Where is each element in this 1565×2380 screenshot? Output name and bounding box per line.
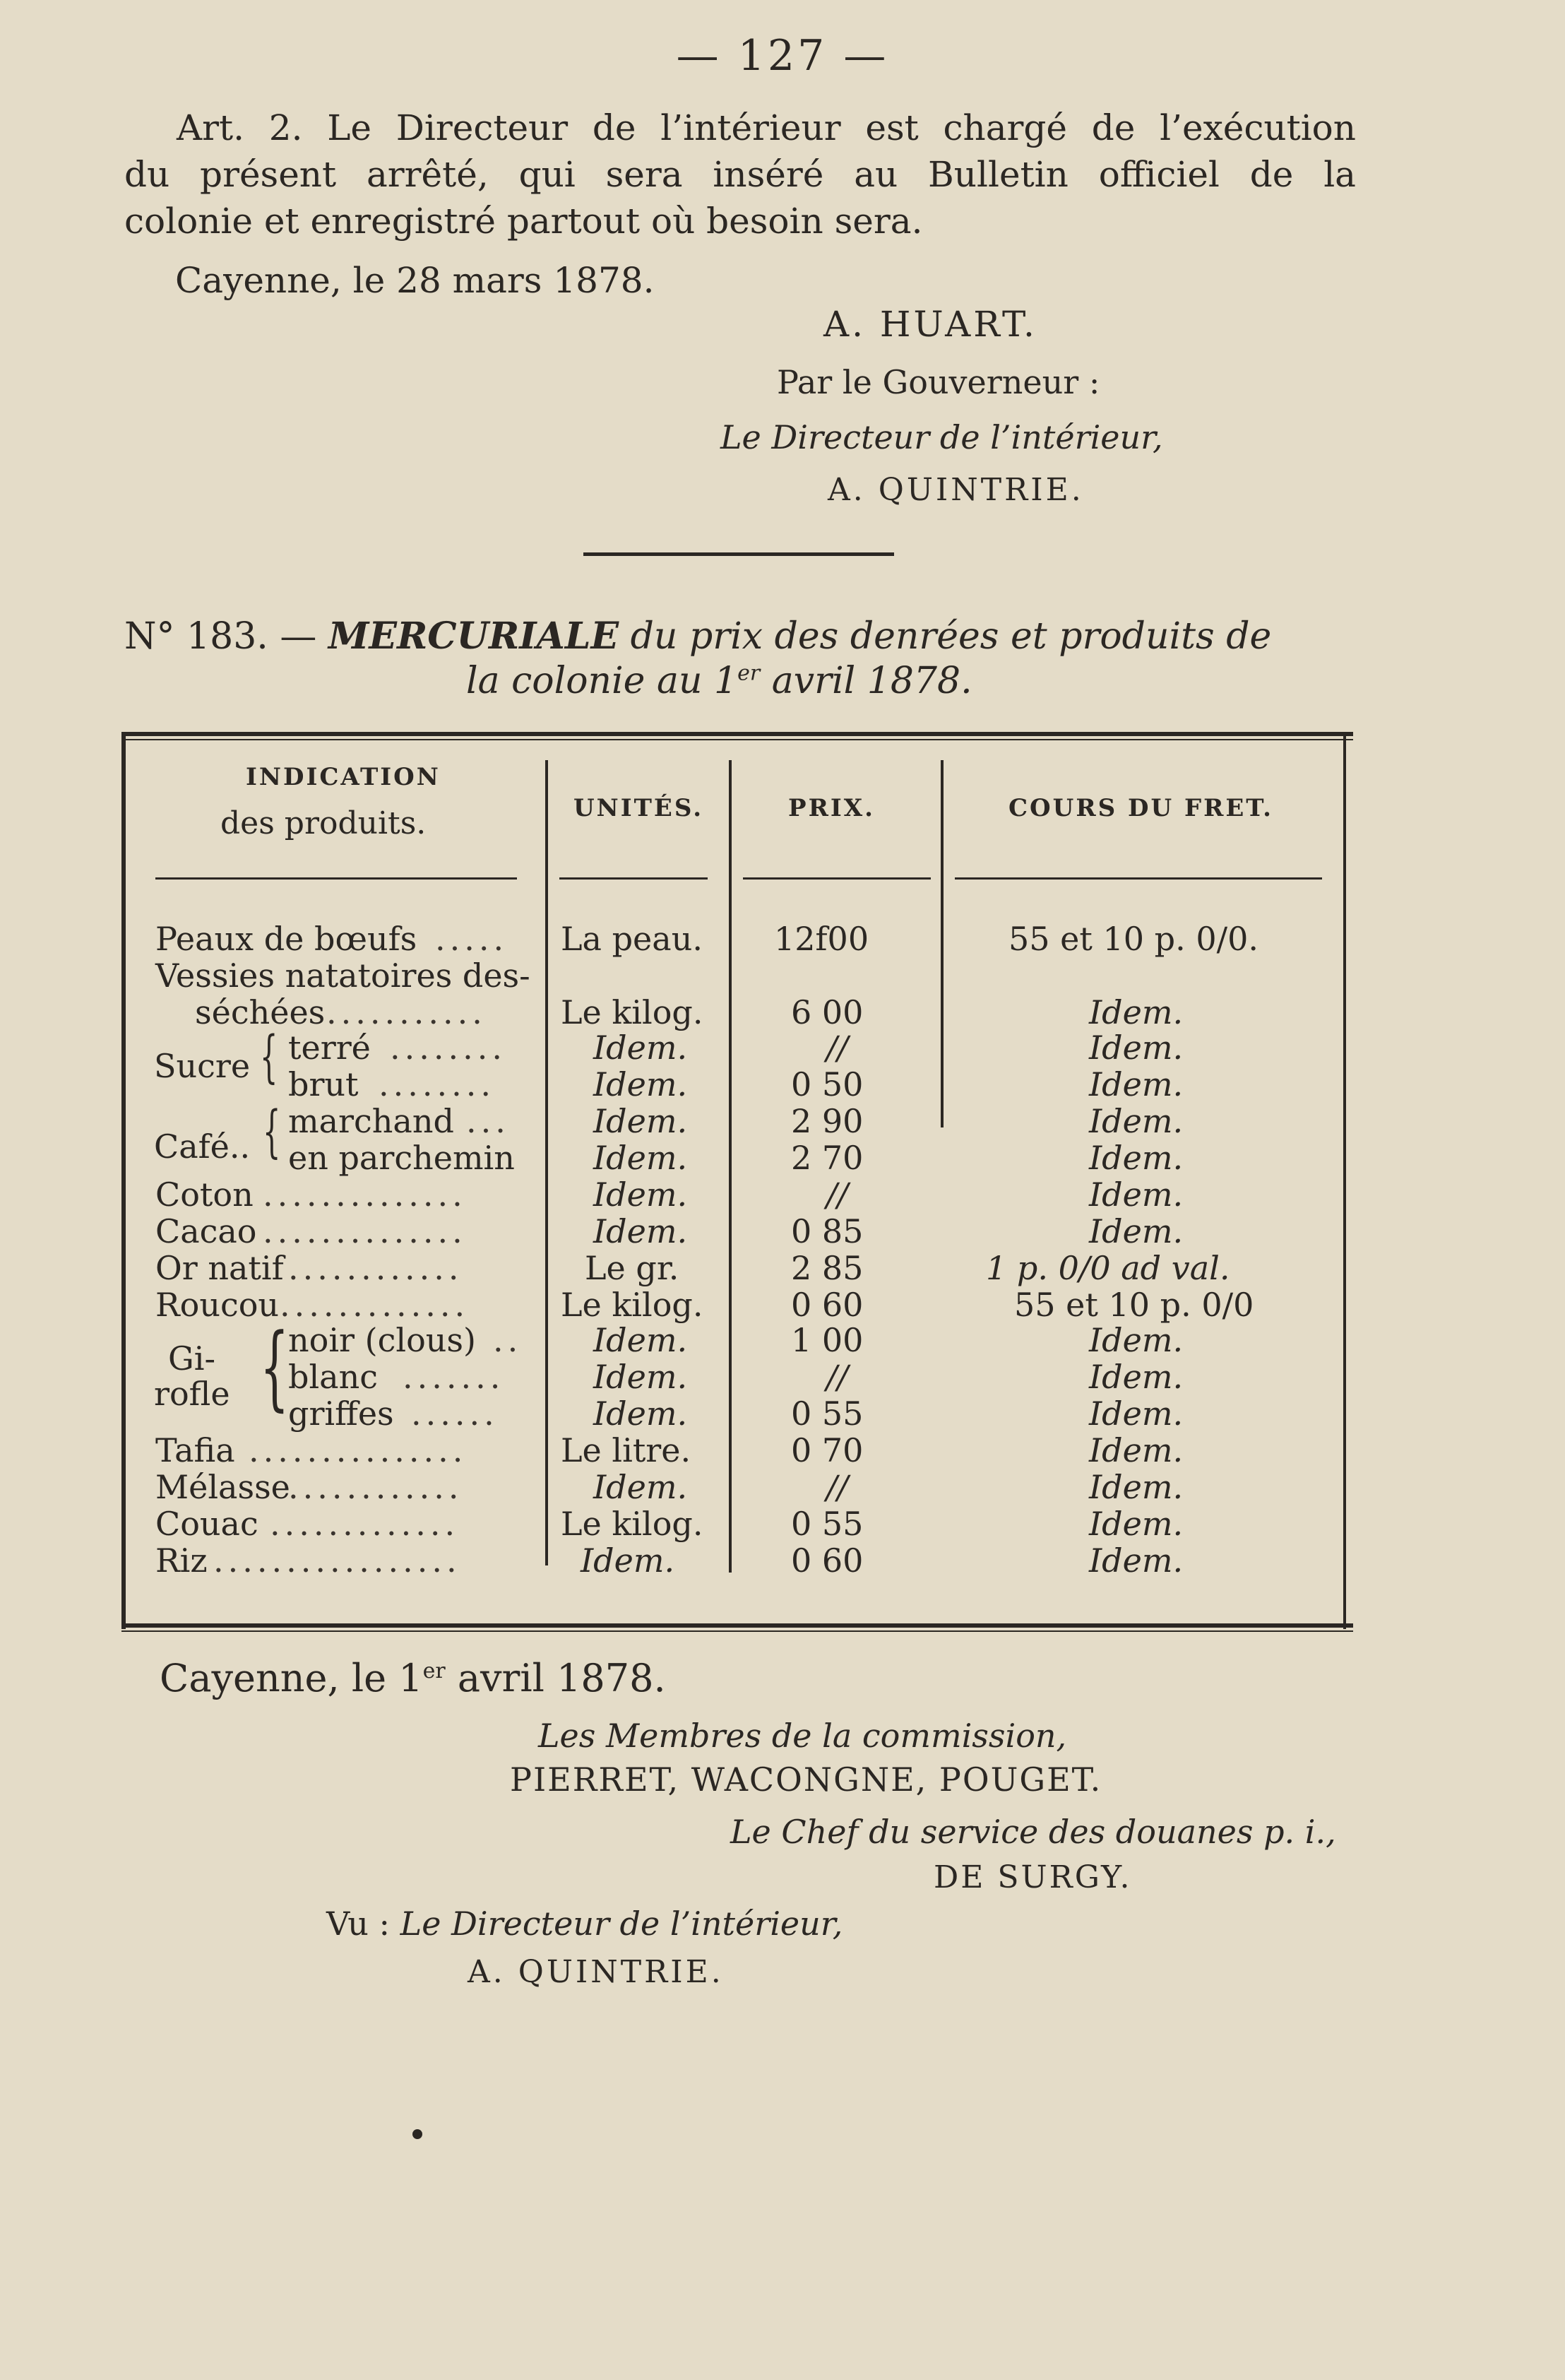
page-number: — 127 —	[676, 31, 889, 81]
place-date-2	[160, 1656, 666, 1700]
table-bottom-rule-thin	[121, 1630, 1353, 1632]
group-label-girofle-1: Gi-	[168, 1339, 216, 1378]
row-unit: Idem.	[593, 1358, 688, 1396]
dot-leader: ...........	[326, 993, 487, 1031]
brace-sucre: {	[260, 1024, 278, 1089]
row-freight: Idem.	[1089, 1358, 1184, 1396]
row-freight: Idem.	[1089, 1505, 1184, 1543]
row-product: Mélasse	[155, 1468, 290, 1506]
header-underline-1	[155, 877, 517, 880]
row-freight: Idem.	[1089, 993, 1184, 1031]
row-unit: Idem.	[581, 1541, 675, 1580]
group-label-cafe: Café..	[154, 1127, 251, 1166]
row-unit: Idem.	[593, 1065, 688, 1103]
table-left-border	[121, 732, 126, 1629]
row-freight: Idem.	[1089, 1139, 1184, 1177]
par-le-gouverneur: Par le Gouverneur :	[777, 363, 1100, 401]
row-unit: Le litre.	[561, 1431, 691, 1469]
chef-title: Le Chef du service des douanes p. i.,	[730, 1813, 1336, 1851]
dot-leader: .............	[270, 1505, 460, 1543]
heading-line-2	[466, 660, 972, 702]
heading-line2-post: avril 1878.	[760, 660, 972, 702]
row-freight: 1 p. 0/0 ad val.	[986, 1249, 1230, 1287]
dot-leader: .....	[435, 920, 508, 958]
dot-leader: ..............	[263, 1176, 467, 1214]
row-product: terré	[288, 1029, 371, 1067]
separator-rule	[583, 552, 894, 556]
row-price: 1 00	[791, 1321, 864, 1359]
row-freight: Idem.	[1089, 1176, 1184, 1214]
row-unit: Le kilog.	[561, 1286, 703, 1324]
directeur-name-1: A. QUINTRIE.	[828, 472, 1084, 508]
row-freight: Idem.	[1089, 1065, 1184, 1103]
header-indication: INDICATION	[246, 763, 441, 791]
row-product: Riz	[155, 1541, 208, 1580]
row-freight: Idem.	[1089, 1395, 1184, 1433]
directeur-title-1: Le Directeur de l’intérieur,	[720, 418, 1163, 456]
row-price: //	[826, 1029, 848, 1067]
article-paragraph	[124, 105, 1356, 244]
row-product: Roucou	[155, 1286, 280, 1324]
place-date-2-pre: Cayenne, le 1	[160, 1656, 423, 1700]
row-price: //	[826, 1176, 848, 1214]
row-product: Couac	[155, 1505, 258, 1543]
dot-leader: ...............	[249, 1431, 468, 1469]
commission-title: Les Membres de la commission,	[538, 1717, 1067, 1755]
row-product: Cacao	[155, 1212, 257, 1250]
row-product: griffes	[288, 1395, 394, 1433]
dot-leader: ..............	[263, 1212, 467, 1250]
row-unit: Le kilog.	[561, 1505, 703, 1543]
row-unit: La peau.	[561, 920, 703, 958]
ink-dot	[412, 2129, 422, 2139]
row-unit: Idem.	[593, 1102, 688, 1140]
row-product: en parchemin	[288, 1139, 515, 1177]
row-price: 0 55	[791, 1395, 864, 1433]
commission-names: PIERRET, WACONGNE, POUGET.	[510, 1760, 1102, 1799]
dot-leader: ............	[288, 1249, 463, 1287]
dot-leader: ........	[390, 1029, 506, 1067]
header-underline-3	[743, 877, 931, 880]
row-price: //	[826, 1358, 848, 1396]
place-date-2-sup: er	[422, 1659, 446, 1683]
header-underline-2	[559, 877, 708, 880]
col-divider-2	[729, 760, 732, 1573]
table-bottom-rule	[121, 1623, 1353, 1628]
row-product: séchées	[195, 993, 326, 1031]
group-label-sucre: Sucre	[154, 1047, 251, 1085]
vu-name: A. QUINTRIE.	[468, 1954, 724, 1990]
header-unites: UNITÉS.	[573, 794, 704, 822]
row-product: marchand	[288, 1102, 454, 1140]
row-freight: Idem.	[1089, 1541, 1184, 1580]
heading-title-rest: du prix des denrées et produits de	[630, 615, 1272, 658]
dot-leader: .......	[403, 1358, 505, 1396]
dot-leader: ........	[379, 1065, 495, 1103]
row-price: 12f00	[774, 920, 869, 958]
row-price: 0 55	[791, 1505, 864, 1543]
row-unit: Le gr.	[585, 1249, 679, 1287]
table-right-border	[1343, 732, 1346, 1629]
row-freight: Idem.	[1089, 1212, 1184, 1250]
vu-label: Vu :	[326, 1905, 391, 1943]
row-unit: Idem.	[593, 1321, 688, 1359]
article-line-2: du présent arrêté, qui sera inséré au Bulletin officiel de la	[124, 154, 1356, 195]
header-des-produits: des produits.	[220, 805, 427, 841]
heading-line2-pre: la colonie au 1	[466, 660, 738, 702]
dot-leader: .................	[213, 1541, 461, 1580]
col-divider-1	[545, 760, 548, 1565]
table-top-rule	[121, 732, 1353, 736]
group-label-girofle-2: rofle	[154, 1375, 230, 1413]
row-freight: Idem.	[1089, 1431, 1184, 1469]
row-freight: Idem.	[1089, 1321, 1184, 1359]
heading-line2-sup: er	[737, 661, 761, 686]
row-price: 0 60	[791, 1286, 864, 1324]
row-unit: Idem.	[593, 1395, 688, 1433]
row-product: Tafia	[155, 1431, 235, 1469]
row-unit: Le kilog.	[561, 993, 703, 1031]
row-price: 0 60	[791, 1541, 864, 1580]
row-freight: Idem.	[1089, 1468, 1184, 1506]
header-cours-du-fret: COURS DU FRET.	[1008, 794, 1274, 822]
row-freight: 55 et 10 p. 0/0.	[1008, 920, 1258, 958]
row-freight: 55 et 10 p. 0/0	[1014, 1286, 1254, 1324]
row-product: Vessies natatoires des-	[155, 957, 530, 995]
place-date-1: Cayenne, le 28 mars 1878.	[175, 260, 655, 301]
row-price: 0 85	[791, 1212, 864, 1250]
row-freight: Idem.	[1089, 1102, 1184, 1140]
row-product: noir (clous)	[288, 1321, 476, 1359]
row-unit: Idem.	[593, 1029, 688, 1067]
mercuriale-heading	[124, 615, 1356, 658]
row-price: 6 00	[791, 993, 864, 1031]
row-product: Coton	[155, 1176, 254, 1214]
heading-title-bold: MERCURIALE	[328, 615, 619, 658]
row-price: 2 85	[791, 1249, 864, 1287]
dot-leader: ...	[466, 1102, 510, 1140]
header-prix: PRIX.	[788, 794, 875, 822]
dot-leader: ............	[288, 1468, 463, 1506]
vu-line	[326, 1905, 843, 1943]
row-price: //	[826, 1468, 848, 1506]
row-product: Peaux de bœufs	[155, 920, 417, 958]
row-product: Or natif	[155, 1249, 284, 1287]
table-top-rule-thin	[121, 739, 1353, 740]
signatory-1: A. HUART.	[823, 304, 1037, 345]
place-date-2-post: avril 1878.	[445, 1656, 666, 1700]
brace-girofle: {	[260, 1313, 290, 1421]
row-unit: Idem.	[593, 1176, 688, 1214]
row-unit: Idem.	[593, 1468, 688, 1506]
heading-number: N° 183. —	[124, 615, 317, 658]
row-unit: Idem.	[593, 1212, 688, 1250]
brace-cafe: {	[263, 1099, 281, 1164]
header-underline-4	[955, 877, 1322, 880]
chef-name: DE SURGY.	[934, 1859, 1132, 1895]
row-price: 0 70	[791, 1431, 864, 1469]
row-unit: Idem.	[593, 1139, 688, 1177]
row-price: 2 70	[791, 1139, 864, 1177]
row-product: brut	[288, 1065, 359, 1103]
dot-leader: ..	[493, 1321, 523, 1359]
row-price: 0 50	[791, 1065, 864, 1103]
mercuriale-table	[121, 732, 1353, 1636]
dot-leader: ......	[411, 1395, 499, 1433]
row-product: blanc	[288, 1358, 378, 1396]
dot-leader: .............	[280, 1286, 470, 1324]
row-price: 2 90	[791, 1102, 864, 1140]
col-divider-3	[941, 760, 944, 1127]
row-freight: Idem.	[1089, 1029, 1184, 1067]
article-line-3: colonie et enregistré partout où besoin sera.	[124, 201, 923, 242]
vu-title: Le Directeur de l’intérieur,	[400, 1905, 843, 1943]
article-line-1: Art. 2. Le Directeur de l’intérieur est chargé de l’exécution	[177, 107, 1356, 148]
